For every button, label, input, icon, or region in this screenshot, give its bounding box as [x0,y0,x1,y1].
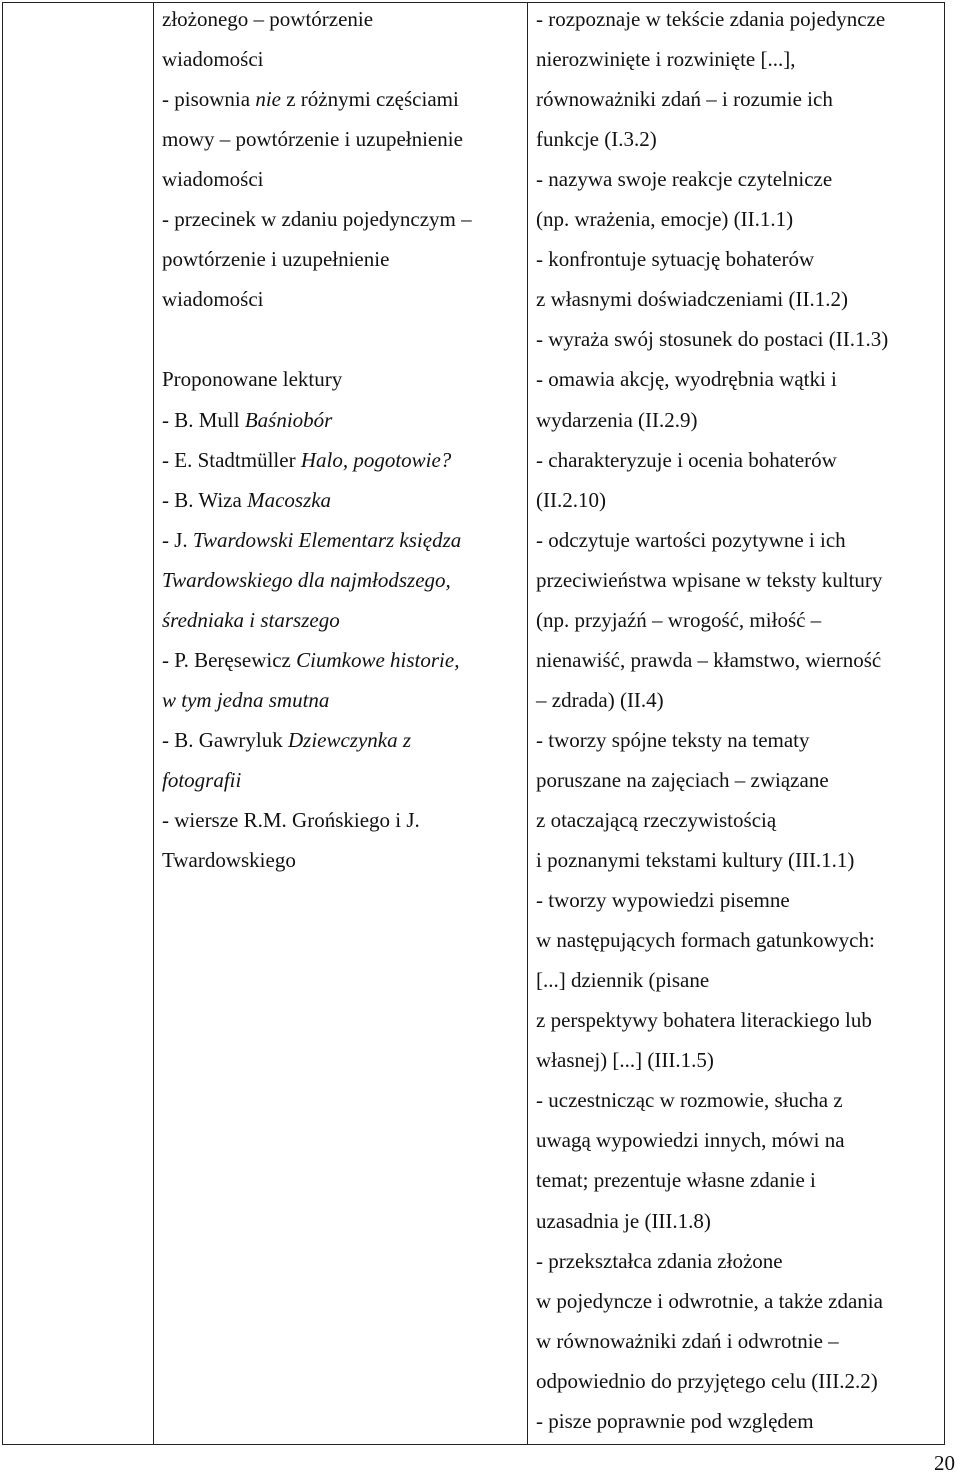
left-text-line [162,6,373,32]
right-text-line: przeciwieństwa wpisane w teksty kultury [536,567,883,592]
left-text-line [162,567,451,593]
right-text-line: (np. przyjaźń – wrogość, miłość – [536,607,822,632]
right-text-line: – zdrada) (II.4) [536,687,664,712]
left-text-line [162,447,451,473]
right-text-line: z otaczającą rzeczywistością [536,808,777,832]
text-segment: - E. Stadtmüller [162,447,301,472]
text-segment: - przecinek w zdaniu pojedynczym – [162,207,472,232]
left-text-line [162,366,342,392]
right-text-line: - wyraża swój stosunek do postaci (II.1.3) [536,327,889,352]
italic-title-segment: Dziewczynka z [287,727,412,752]
text-segment: Proponowane lektury [162,367,343,392]
left-text-line [162,727,411,753]
left-text-line [162,647,459,673]
right-text-line: w następujących formach gatunkowych: [536,928,875,953]
page-number: 20 [934,1451,955,1475]
italic-title-segment: Baśniobór [244,407,333,432]
right-text-line: temat; prezentuje własne zdanie i [536,1168,816,1193]
left-text-line [162,246,389,272]
right-text-line: - konfrontuje sytuację bohaterów [536,247,815,272]
right-text-line: z perspektywy bohatera literackiego lub [536,1008,872,1033]
text-segment: - B. Wiza [162,487,248,512]
right-text-line: - tworzy wypowiedzi pisemne [536,888,790,913]
left-text-line [162,527,461,553]
right-text-line: - uczestnicząc w rozmowie, słucha z [536,1088,843,1113]
right-text-line: - tworzy spójne teksty na tematy [536,727,810,752]
left-text-line [162,206,472,232]
text-segment: - J. [162,527,193,552]
text-segment: - P. Beręsewicz [162,647,297,672]
text-segment: - B. Gawryluk [162,727,288,752]
left-text-line [162,687,329,713]
right-text-line: uzasadnia je (III.1.8) [536,1208,711,1233]
left-text-line [162,487,331,513]
text-segment: wiadomości [162,287,264,312]
right-text-line: - rozpoznaje w tekście zdania pojedyncze [536,7,886,31]
right-text-line: w równoważniki zdań i odwrotnie – [536,1328,839,1353]
text-segment: powtórzenie i uzupełnienie [162,247,390,272]
right-text-line: wydarzenia (II.2.9) [536,407,698,432]
italic-title-segment: nie [255,87,281,112]
curriculum-table [2,2,945,1445]
text-segment: Twardowskiego [162,848,296,873]
right-text-line: funkcje (I.3.2) [536,127,657,152]
right-text-line: - omawia akcję, wyodrębnia wątki i [536,367,837,392]
right-text-line: - pisze poprawnie pod względem [536,1408,814,1433]
left-text-line [162,166,263,192]
column-divider-first [153,3,154,1444]
left-text-line [162,126,463,152]
italic-title-segment: w tym jedna smutna [162,687,330,712]
italic-title-segment: Twardowskiego dla najmłodszego, [162,567,451,592]
text-segment: z różnymi częściami [280,87,459,112]
italic-title-segment: Macoszka [247,487,332,512]
left-text-line [162,807,420,833]
text-segment: wiadomości [162,167,264,192]
left-text-line [162,46,263,72]
right-text-line: (II.2.10) [536,487,606,512]
right-text-line: i poznanymi tekstami kultury (III.1.1) [536,848,855,873]
right-text-line: równoważniki zdań – i rozumie ich [536,87,833,112]
right-text-line: [...] dziennik (pisane [536,968,710,993]
right-text-line: własnej) [...] (III.1.5) [536,1048,714,1073]
column-divider-second [527,3,528,1444]
text-segment: wiadomości [162,47,264,72]
italic-title-segment: Twardowski Elementarz księdza [192,527,462,552]
right-text-line: z własnymi doświadczeniami (II.1.2) [536,287,848,312]
text-segment: - B. Mull [162,407,245,432]
right-text-line: - charakteryzuje i ocenia bohaterów [536,447,837,472]
right-text-line: (np. wrażenia, emocje) (II.1.1) [536,207,794,232]
left-text-line [162,767,241,793]
italic-title-segment: średniaka i starszego [162,607,340,632]
left-text-line [162,286,263,312]
right-text-line: poruszane na zajęciach – związane [536,767,829,792]
left-text-line [162,86,459,112]
right-text-line: uwagą wypowiedzi innych, mówi na [536,1128,845,1153]
right-text-line: - odczytuje wartości pozytywne i ich [536,527,846,552]
right-text-line: odpowiednio do przyjętego celu (III.2.2) [536,1368,878,1393]
text-segment: - wiersze R.M. Grońskiego i J. [162,808,420,832]
right-text-line: w pojedyncze i odwrotnie, a także zdania [536,1288,883,1313]
italic-title-segment: Ciumkowe historie, [296,647,460,672]
right-text-line: nienawiść, prawda – kłamstwo, wierność [536,647,882,672]
italic-title-segment: Halo, pogotowie? [300,447,452,472]
right-text-line: - nazywa swoje reakcje czytelnicze [536,167,833,192]
text-segment: złożonego – powtórzenie [162,7,374,31]
left-text-line [162,407,332,433]
italic-title-segment: fotografii [162,767,242,792]
right-text-line: - przekształca zdania złożone [536,1248,783,1273]
left-text-line [162,607,340,633]
text-segment: mowy – powtórzenie i uzupełnienie [162,127,463,152]
left-text-line [162,847,296,873]
text-segment: - pisownia [162,87,256,112]
right-text-line: nierozwinięte i rozwinięte [...], [536,47,796,72]
